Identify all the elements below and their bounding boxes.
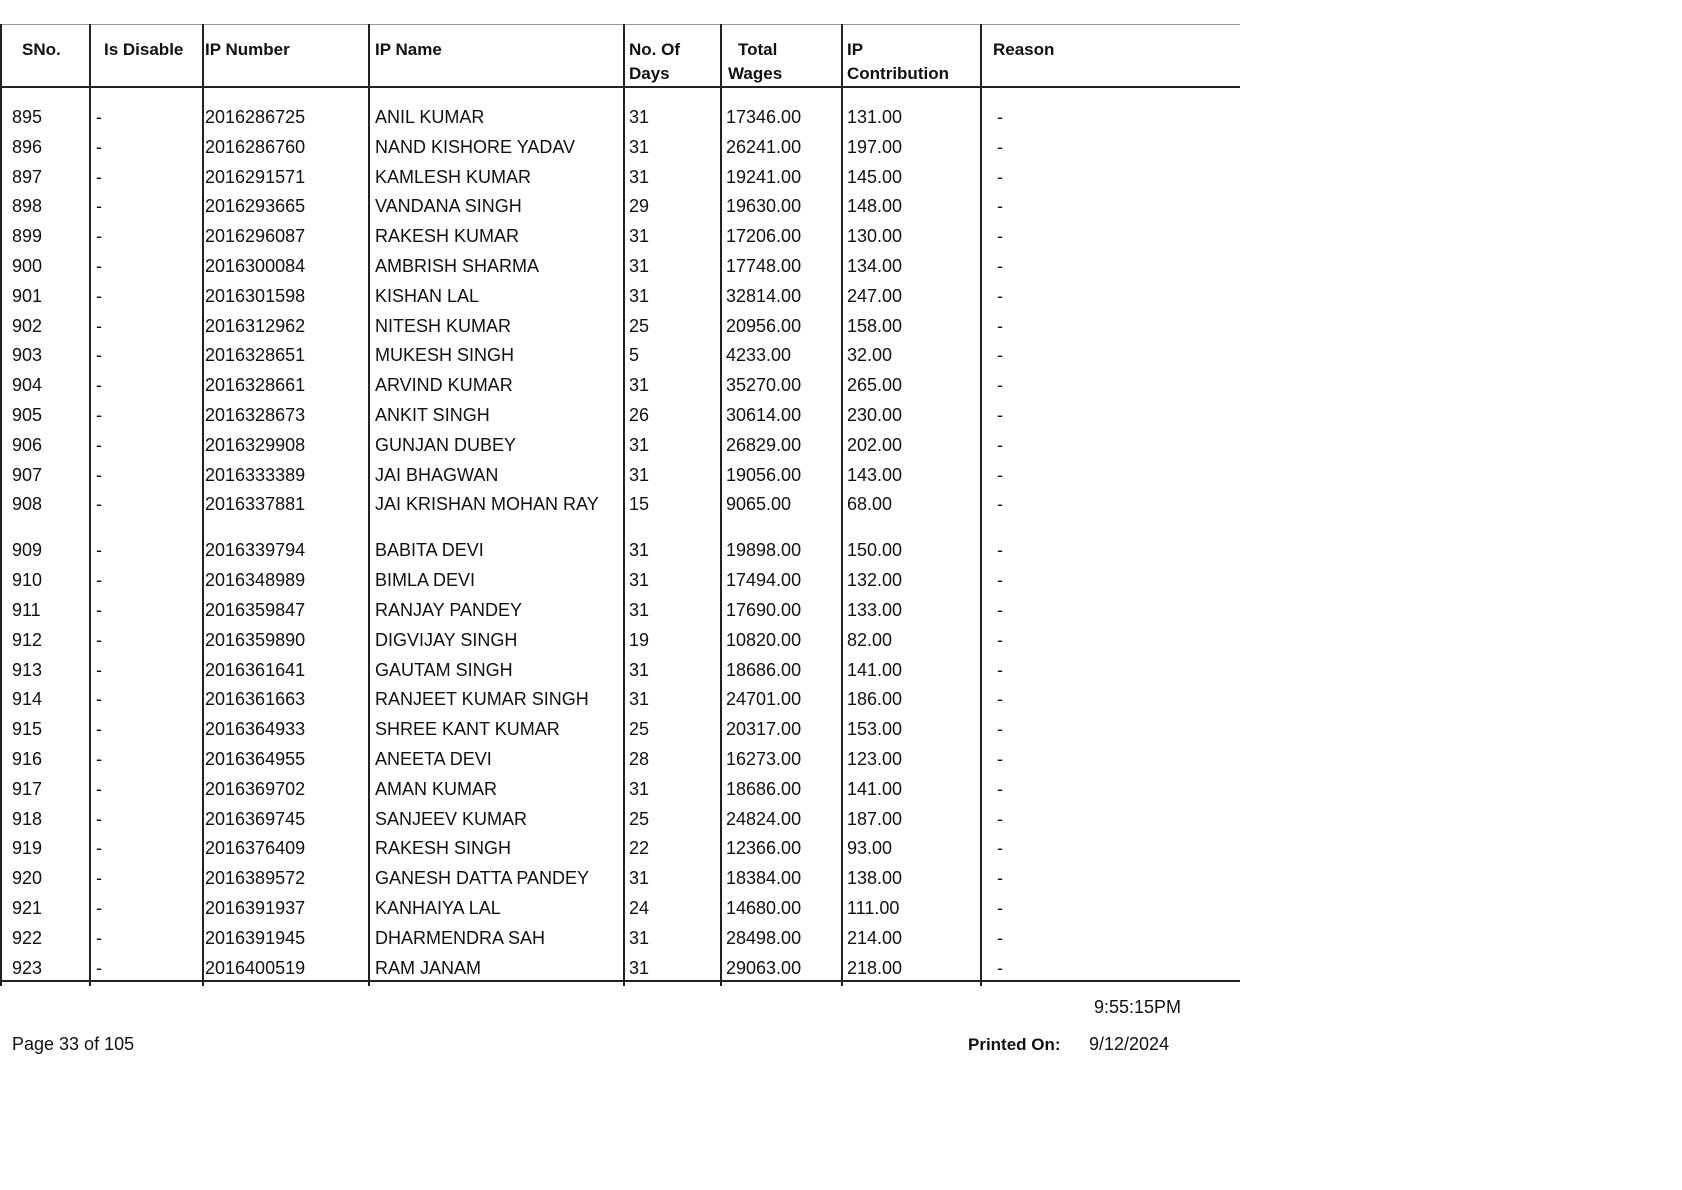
printed-on-label: Printed On: bbox=[968, 1035, 1061, 1054]
cell-reason: - bbox=[997, 808, 1003, 829]
cell-reason: - bbox=[997, 345, 1003, 366]
cell-total-wages: 17206.00 bbox=[726, 226, 802, 247]
cell-total-wages: 19898.00 bbox=[726, 540, 802, 561]
cell-ip-number: 2016328651 bbox=[205, 345, 306, 366]
cell-sno: 896 bbox=[12, 136, 43, 157]
cell-is-disable: - bbox=[96, 689, 102, 710]
header-is-disable: Is Disable bbox=[104, 40, 184, 59]
cell-total-wages: 17690.00 bbox=[726, 600, 802, 620]
cell-is-disable: - bbox=[96, 107, 102, 127]
cell-sno: 923 bbox=[12, 957, 43, 978]
cell-ip-name: GANESH DATTA PANDEY bbox=[375, 868, 590, 889]
cell-ip-name: RAKESH KUMAR bbox=[375, 226, 520, 247]
cell-is-disable: - bbox=[96, 226, 102, 247]
cell-reason: - bbox=[997, 375, 1003, 396]
cell-reason: - bbox=[997, 719, 1003, 740]
cell-days: 31 bbox=[629, 375, 650, 396]
cell-is-disable: - bbox=[96, 405, 102, 425]
header-ip-number: IP Number bbox=[205, 40, 290, 59]
cell-ip-number: 2016286760 bbox=[205, 136, 306, 157]
cell-contribution: 247.00 bbox=[847, 285, 903, 306]
cell-total-wages: 28498.00 bbox=[726, 927, 802, 948]
cell-is-disable: - bbox=[96, 136, 102, 157]
cell-sno: 906 bbox=[12, 434, 43, 455]
cell-ip-name: GUNJAN DUBEY bbox=[375, 434, 517, 455]
cell-ip-number: 2016359890 bbox=[205, 629, 306, 650]
cell-ip-number: 2016333389 bbox=[205, 464, 306, 485]
cell-ip-number: 2016296087 bbox=[205, 226, 306, 247]
cell-sno: 898 bbox=[12, 196, 43, 217]
cell-sno: 908 bbox=[12, 494, 43, 515]
cell-reason: - bbox=[997, 166, 1003, 187]
cell-is-disable: - bbox=[96, 749, 102, 769]
header-reason: Reason bbox=[993, 40, 1055, 59]
cell-contribution: 202.00 bbox=[847, 434, 903, 455]
cell-ip-number: 2016361663 bbox=[205, 689, 306, 710]
cell-contribution: 131.00 bbox=[847, 107, 903, 127]
cell-days: 31 bbox=[629, 570, 650, 591]
cell-ip-name: DIGVIJAY SINGH bbox=[375, 629, 518, 650]
cell-ip-number: 2016339794 bbox=[205, 540, 306, 561]
cell-days: 31 bbox=[629, 166, 650, 187]
cell-is-disable: - bbox=[96, 868, 102, 889]
cell-contribution: 148.00 bbox=[847, 196, 903, 217]
cell-ip-name: AMAN KUMAR bbox=[375, 778, 498, 799]
cell-sno: 907 bbox=[12, 464, 43, 485]
header-ip-name: IP Name bbox=[375, 40, 442, 59]
cell-days: 29 bbox=[629, 196, 650, 217]
cell-total-wages: 29063.00 bbox=[726, 957, 802, 978]
cell-total-wages: 35270.00 bbox=[726, 375, 802, 396]
cell-total-wages: 19630.00 bbox=[726, 196, 802, 217]
cell-contribution: 141.00 bbox=[847, 659, 903, 680]
cell-is-disable: - bbox=[96, 778, 102, 799]
cell-is-disable: - bbox=[96, 166, 102, 187]
cell-is-disable: - bbox=[96, 315, 102, 336]
header-days bbox=[629, 38, 680, 86]
cell-days: 19 bbox=[629, 629, 650, 650]
cell-ip-number: 2016389572 bbox=[205, 868, 306, 889]
cell-contribution: 158.00 bbox=[847, 315, 903, 336]
cell-is-disable: - bbox=[96, 285, 102, 306]
cell-contribution: 197.00 bbox=[847, 136, 903, 157]
cell-sno: 909 bbox=[12, 540, 43, 561]
cell-total-wages: 16273.00 bbox=[726, 749, 802, 769]
cell-total-wages: 14680.00 bbox=[726, 898, 802, 918]
cell-total-wages: 19241.00 bbox=[726, 166, 802, 187]
cell-ip-number: 2016359847 bbox=[205, 600, 306, 620]
cell-sno: 902 bbox=[12, 315, 43, 336]
cell-total-wages: 12366.00 bbox=[726, 838, 802, 859]
cell-ip-number: 2016337881 bbox=[205, 494, 306, 515]
cell-ip-name: ANEETA DEVI bbox=[375, 749, 492, 769]
cell-ip-name: KAMLESH KUMAR bbox=[375, 166, 532, 187]
cell-reason: - bbox=[997, 868, 1003, 889]
cell-contribution: 82.00 bbox=[847, 629, 893, 650]
cell-days: 24 bbox=[629, 898, 650, 918]
cell-contribution: 186.00 bbox=[847, 689, 903, 710]
cell-ip-name: RANJAY PANDEY bbox=[375, 600, 523, 620]
header-days-line1: No. Of bbox=[629, 40, 680, 59]
cell-ip-name: ARVIND KUMAR bbox=[375, 375, 513, 396]
header-days-line2: Days bbox=[629, 64, 670, 83]
cell-days: 31 bbox=[629, 689, 650, 710]
column-divider bbox=[841, 24, 843, 986]
column-divider bbox=[89, 24, 91, 986]
cell-reason: - bbox=[997, 285, 1003, 306]
cell-ip-number: 2016300084 bbox=[205, 256, 306, 276]
cell-is-disable: - bbox=[96, 808, 102, 829]
cell-ip-number: 2016376409 bbox=[205, 838, 306, 859]
cell-reason: - bbox=[997, 749, 1003, 769]
cell-days: 31 bbox=[629, 285, 650, 306]
cell-total-wages: 17494.00 bbox=[726, 570, 802, 591]
cell-contribution: 141.00 bbox=[847, 778, 903, 799]
cell-sno: 914 bbox=[12, 689, 43, 710]
table-top-border bbox=[0, 24, 1240, 25]
cell-days: 15 bbox=[629, 494, 650, 515]
cell-reason: - bbox=[997, 226, 1003, 247]
header-wages-line2: Wages bbox=[728, 64, 783, 83]
cell-reason: - bbox=[997, 434, 1003, 455]
cell-ip-name: NAND KISHORE YADAV bbox=[375, 136, 576, 157]
cell-days: 31 bbox=[629, 868, 650, 889]
cell-days: 28 bbox=[629, 749, 650, 769]
cell-total-wages: 4233.00 bbox=[726, 345, 792, 366]
cell-ip-number: 2016400519 bbox=[205, 957, 306, 978]
cell-ip-name: GAUTAM SINGH bbox=[375, 659, 513, 680]
cell-days: 25 bbox=[629, 719, 650, 740]
cell-is-disable: - bbox=[96, 927, 102, 948]
cell-days: 22 bbox=[629, 838, 650, 859]
cell-total-wages: 26829.00 bbox=[726, 434, 802, 455]
cell-reason: - bbox=[997, 689, 1003, 710]
cell-ip-name: RAM JANAM bbox=[375, 957, 482, 978]
cell-total-wages: 18384.00 bbox=[726, 868, 802, 889]
cell-contribution: 93.00 bbox=[847, 838, 893, 859]
cell-reason: - bbox=[997, 778, 1003, 799]
cell-is-disable: - bbox=[96, 434, 102, 455]
cell-ip-name: NITESH KUMAR bbox=[375, 315, 512, 336]
cell-reason: - bbox=[997, 494, 1003, 515]
cell-reason: - bbox=[997, 600, 1003, 620]
cell-is-disable: - bbox=[96, 898, 102, 918]
cell-sno: 911 bbox=[12, 600, 41, 620]
cell-days: 31 bbox=[629, 540, 650, 561]
cell-days: 31 bbox=[629, 600, 650, 620]
cell-sno: 919 bbox=[12, 838, 43, 859]
cell-total-wages: 32814.00 bbox=[726, 285, 802, 306]
cell-contribution: 214.00 bbox=[847, 927, 903, 948]
header-contribution bbox=[847, 38, 949, 86]
cell-days: 31 bbox=[629, 226, 650, 247]
cell-ip-name: JAI BHAGWAN bbox=[375, 464, 499, 485]
cell-is-disable: - bbox=[96, 600, 102, 620]
column-divider bbox=[623, 24, 625, 986]
cell-ip-number: 2016291571 bbox=[205, 166, 306, 187]
cell-ip-name: ANIL KUMAR bbox=[375, 107, 485, 127]
cell-total-wages: 24701.00 bbox=[726, 689, 802, 710]
print-time: 9:55:15PM bbox=[1094, 997, 1182, 1017]
cell-is-disable: - bbox=[96, 957, 102, 978]
cell-ip-number: 2016312962 bbox=[205, 315, 306, 336]
cell-contribution: 218.00 bbox=[847, 957, 903, 978]
printed-on-date: 9/12/2024 bbox=[1089, 1034, 1170, 1054]
cell-days: 31 bbox=[629, 464, 650, 485]
cell-total-wages: 20317.00 bbox=[726, 719, 802, 740]
cell-sno: 899 bbox=[12, 226, 43, 247]
cell-ip-name: MUKESH SINGH bbox=[375, 345, 515, 366]
cell-contribution: 32.00 bbox=[847, 345, 893, 366]
cell-contribution: 143.00 bbox=[847, 464, 903, 485]
cell-reason: - bbox=[997, 927, 1003, 948]
cell-contribution: 68.00 bbox=[847, 494, 893, 515]
cell-is-disable: - bbox=[96, 719, 102, 740]
header-sno: SNo. bbox=[22, 40, 61, 59]
cell-ip-name: BIMLA DEVI bbox=[375, 570, 476, 591]
cell-total-wages: 20956.00 bbox=[726, 315, 802, 336]
cell-total-wages: 18686.00 bbox=[726, 659, 802, 680]
cell-ip-number: 2016348989 bbox=[205, 570, 306, 591]
cell-total-wages: 10820.00 bbox=[726, 629, 802, 650]
cell-sno: 918 bbox=[12, 808, 43, 829]
cell-reason: - bbox=[997, 136, 1003, 157]
cell-days: 26 bbox=[629, 405, 650, 425]
cell-sno: 901 bbox=[12, 285, 43, 306]
cell-sno: 917 bbox=[12, 778, 43, 799]
cell-reason: - bbox=[997, 107, 1003, 127]
cell-reason: - bbox=[997, 256, 1003, 276]
cell-is-disable: - bbox=[96, 659, 102, 680]
cell-contribution: 138.00 bbox=[847, 868, 903, 889]
cell-contribution: 123.00 bbox=[847, 749, 903, 769]
cell-reason: - bbox=[997, 315, 1003, 336]
cell-contribution: 132.00 bbox=[847, 570, 903, 591]
cell-reason: - bbox=[997, 196, 1003, 217]
cell-contribution: 150.00 bbox=[847, 540, 903, 561]
cell-ip-name: DHARMENDRA SAH bbox=[375, 927, 546, 948]
column-divider bbox=[202, 24, 204, 986]
cell-ip-number: 2016361641 bbox=[205, 659, 306, 680]
cell-is-disable: - bbox=[96, 256, 102, 276]
cell-ip-name: BABITA DEVI bbox=[375, 540, 484, 561]
cell-ip-name: SHREE KANT KUMAR bbox=[375, 719, 560, 740]
header-wages-line1: Total bbox=[738, 40, 778, 59]
cell-ip-name: RANJEET KUMAR SINGH bbox=[375, 689, 589, 710]
page-number: Page 33 of 105 bbox=[12, 1034, 135, 1054]
cell-reason: - bbox=[997, 898, 1003, 918]
cell-reason: - bbox=[997, 464, 1003, 485]
cell-days: 31 bbox=[629, 778, 650, 799]
cell-is-disable: - bbox=[96, 838, 102, 859]
column-divider bbox=[980, 24, 982, 986]
cell-is-disable: - bbox=[96, 494, 102, 515]
cell-sno: 895 bbox=[12, 107, 43, 127]
cell-ip-number: 2016301598 bbox=[205, 285, 306, 306]
cell-contribution: 133.00 bbox=[847, 600, 903, 620]
cell-ip-number: 2016364933 bbox=[205, 719, 306, 740]
cell-ip-number: 2016391937 bbox=[205, 898, 306, 918]
cell-total-wages: 30614.00 bbox=[726, 405, 802, 425]
cell-days: 25 bbox=[629, 315, 650, 336]
cell-reason: - bbox=[997, 957, 1003, 978]
cell-sno: 905 bbox=[12, 405, 43, 425]
cell-days: 31 bbox=[629, 256, 650, 276]
cell-sno: 900 bbox=[12, 256, 43, 276]
cell-is-disable: - bbox=[96, 375, 102, 396]
cell-ip-name: KISHAN LAL bbox=[375, 285, 480, 306]
cell-ip-name: AMBRISH SHARMA bbox=[375, 256, 540, 276]
cell-sno: 903 bbox=[12, 345, 43, 366]
column-divider bbox=[0, 24, 2, 986]
cell-contribution: 153.00 bbox=[847, 719, 903, 740]
cell-sno: 920 bbox=[12, 868, 43, 889]
cell-contribution: 130.00 bbox=[847, 226, 903, 247]
cell-total-wages: 17346.00 bbox=[726, 107, 802, 127]
cell-is-disable: - bbox=[96, 345, 102, 366]
header-contrib-line1: IP bbox=[847, 40, 864, 59]
cell-sno: 916 bbox=[12, 749, 43, 769]
cell-contribution: 187.00 bbox=[847, 808, 903, 829]
cell-contribution: 111.00 bbox=[847, 898, 900, 918]
cell-is-disable: - bbox=[96, 570, 102, 591]
cell-is-disable: - bbox=[96, 629, 102, 650]
header-wages bbox=[728, 38, 783, 86]
cell-is-disable: - bbox=[96, 540, 102, 561]
cell-ip-name: RAKESH SINGH bbox=[375, 838, 512, 859]
cell-days: 25 bbox=[629, 808, 650, 829]
cell-reason: - bbox=[997, 405, 1003, 425]
cell-contribution: 265.00 bbox=[847, 375, 903, 396]
cell-ip-number: 2016328661 bbox=[205, 375, 306, 396]
cell-ip-name: SANJEEV KUMAR bbox=[375, 808, 528, 829]
cell-days: 5 bbox=[629, 345, 640, 366]
cell-reason: - bbox=[997, 540, 1003, 561]
cell-total-wages: 19056.00 bbox=[726, 464, 802, 485]
cell-reason: - bbox=[997, 629, 1003, 650]
cell-ip-number: 2016364955 bbox=[205, 749, 306, 769]
cell-sno: 910 bbox=[12, 570, 43, 591]
cell-total-wages: 24824.00 bbox=[726, 808, 802, 829]
cell-days: 31 bbox=[629, 957, 650, 978]
cell-ip-number: 2016286725 bbox=[205, 107, 306, 127]
cell-reason: - bbox=[997, 659, 1003, 680]
column-divider bbox=[368, 24, 370, 986]
cell-sno: 915 bbox=[12, 719, 43, 740]
cell-days: 31 bbox=[629, 107, 650, 127]
cell-days: 31 bbox=[629, 659, 650, 680]
cell-is-disable: - bbox=[96, 196, 102, 217]
cell-is-disable: - bbox=[96, 464, 102, 485]
header-contrib-line2: Contribution bbox=[847, 64, 949, 83]
cell-sno: 897 bbox=[12, 166, 43, 187]
cell-reason: - bbox=[997, 838, 1003, 859]
cell-sno: 913 bbox=[12, 659, 43, 680]
cell-ip-number: 2016329908 bbox=[205, 434, 306, 455]
cell-ip-number: 2016369702 bbox=[205, 778, 306, 799]
cell-reason: - bbox=[997, 570, 1003, 591]
cell-sno: 921 bbox=[12, 898, 43, 918]
cell-total-wages: 18686.00 bbox=[726, 778, 802, 799]
cell-sno: 904 bbox=[12, 375, 43, 396]
cell-contribution: 134.00 bbox=[847, 256, 903, 276]
cell-ip-number: 2016328673 bbox=[205, 405, 306, 425]
cell-total-wages: 26241.00 bbox=[726, 136, 802, 157]
cell-ip-number: 2016391945 bbox=[205, 927, 306, 948]
cell-ip-name: JAI KRISHAN MOHAN RAY bbox=[375, 494, 599, 515]
cell-contribution: 230.00 bbox=[847, 405, 903, 425]
table-bottom-border bbox=[0, 980, 1240, 982]
cell-ip-name: VANDANA SINGH bbox=[375, 196, 522, 217]
column-divider bbox=[720, 24, 722, 986]
cell-total-wages: 17748.00 bbox=[726, 256, 802, 276]
cell-ip-name: ANKIT SINGH bbox=[375, 405, 490, 425]
cell-days: 31 bbox=[629, 927, 650, 948]
header-bottom-border bbox=[0, 86, 1240, 88]
cell-contribution: 145.00 bbox=[847, 166, 903, 187]
cell-total-wages: 9065.00 bbox=[726, 494, 792, 515]
cell-days: 31 bbox=[629, 434, 650, 455]
cell-ip-number: 2016293665 bbox=[205, 196, 306, 217]
cell-days: 31 bbox=[629, 136, 650, 157]
cell-sno: 922 bbox=[12, 927, 43, 948]
cell-ip-name: KANHAIYA LAL bbox=[375, 898, 501, 918]
cell-sno: 912 bbox=[12, 629, 43, 650]
cell-ip-number: 2016369745 bbox=[205, 808, 306, 829]
